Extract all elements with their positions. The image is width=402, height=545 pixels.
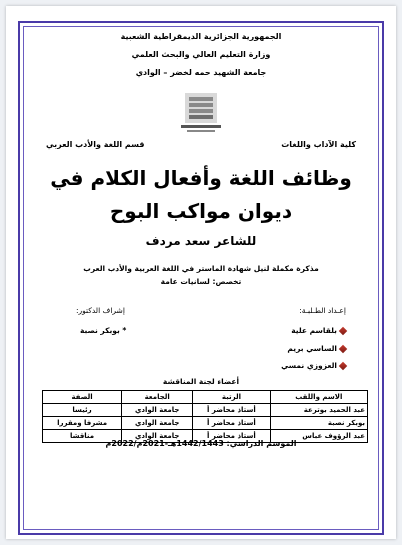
member-name: عبد الحميد بوترعة bbox=[270, 404, 367, 417]
member-name: عبد الرؤوف عباس bbox=[270, 430, 367, 443]
faculty-name: كلية الآداب واللغات bbox=[281, 140, 356, 149]
supervisor-label: إشراف الدكتور: bbox=[76, 306, 125, 315]
document-page bbox=[6, 6, 396, 539]
student-name: الساسي بريم bbox=[287, 344, 337, 353]
student-item bbox=[287, 344, 346, 353]
bullet-icon bbox=[339, 345, 347, 353]
member-university: جامعة الوادي bbox=[122, 417, 193, 430]
column-header: الرتبة bbox=[193, 391, 270, 404]
academic-season: الموسم الدراسي: 1442/1443هـ-2021م/2022م bbox=[105, 439, 297, 448]
header-ministry: وزارة التعليم العالي والبحث العلمي bbox=[131, 50, 271, 59]
member-rank: أستاذ محاضر أ bbox=[193, 417, 270, 430]
member-rank: أستاذ محاضر أ bbox=[193, 404, 270, 417]
student-name: العزوزي نمسي bbox=[281, 361, 337, 370]
column-header: الاسم واللقب bbox=[270, 391, 367, 404]
students-label: إعـداد الطـلبـة: bbox=[299, 306, 346, 315]
student-item bbox=[291, 326, 346, 335]
table-row bbox=[43, 404, 368, 417]
member-role: مشرفا ومقررا bbox=[43, 417, 122, 430]
member-role: رئيسا bbox=[43, 404, 122, 417]
header-republic: الجمهورية الجزائرية الديمقراطية الشعبية bbox=[120, 32, 282, 41]
supervisor-name: * بوبكر نصبة bbox=[80, 326, 127, 335]
column-header: الصفة bbox=[43, 391, 122, 404]
student-item bbox=[281, 361, 346, 370]
thesis-poet: للشاعر سعد مردف bbox=[145, 234, 257, 248]
member-university: جامعة الوادي bbox=[122, 404, 193, 417]
table-row bbox=[43, 417, 368, 430]
department-name: قسم اللغة والأدب العربي bbox=[46, 140, 145, 149]
committee-table bbox=[42, 390, 368, 443]
university-logo bbox=[179, 89, 223, 135]
header-university: جامعة الشهيد حمه لخضر – الوادي bbox=[135, 68, 267, 77]
member-rank: أستاذ محاضر أ bbox=[193, 430, 270, 443]
member-role: مناقشا bbox=[43, 430, 122, 443]
bullet-icon bbox=[339, 327, 347, 335]
bullet-icon bbox=[339, 362, 347, 370]
member-name: بوبكر نصبة bbox=[270, 417, 367, 430]
thesis-specialty: تخصص: لسانيات عامة bbox=[160, 277, 242, 286]
thesis-title-line1: وظائف اللغة وأفعال الكلام في bbox=[50, 166, 352, 190]
thesis-note: مذكرة مكملة لنيل شهادة الماستر في اللغة العربية والأدب العرب bbox=[83, 264, 319, 273]
column-header: الجامعة bbox=[122, 391, 193, 404]
student-name: بلقاسم علية bbox=[291, 326, 337, 335]
table-header-row bbox=[43, 391, 368, 404]
thesis-title-line2: ديوان مواكب البوح bbox=[109, 199, 293, 223]
member-university: جامعة الوادي bbox=[122, 430, 193, 443]
committee-title: أعضاء لجنة المناقشة bbox=[162, 377, 240, 386]
